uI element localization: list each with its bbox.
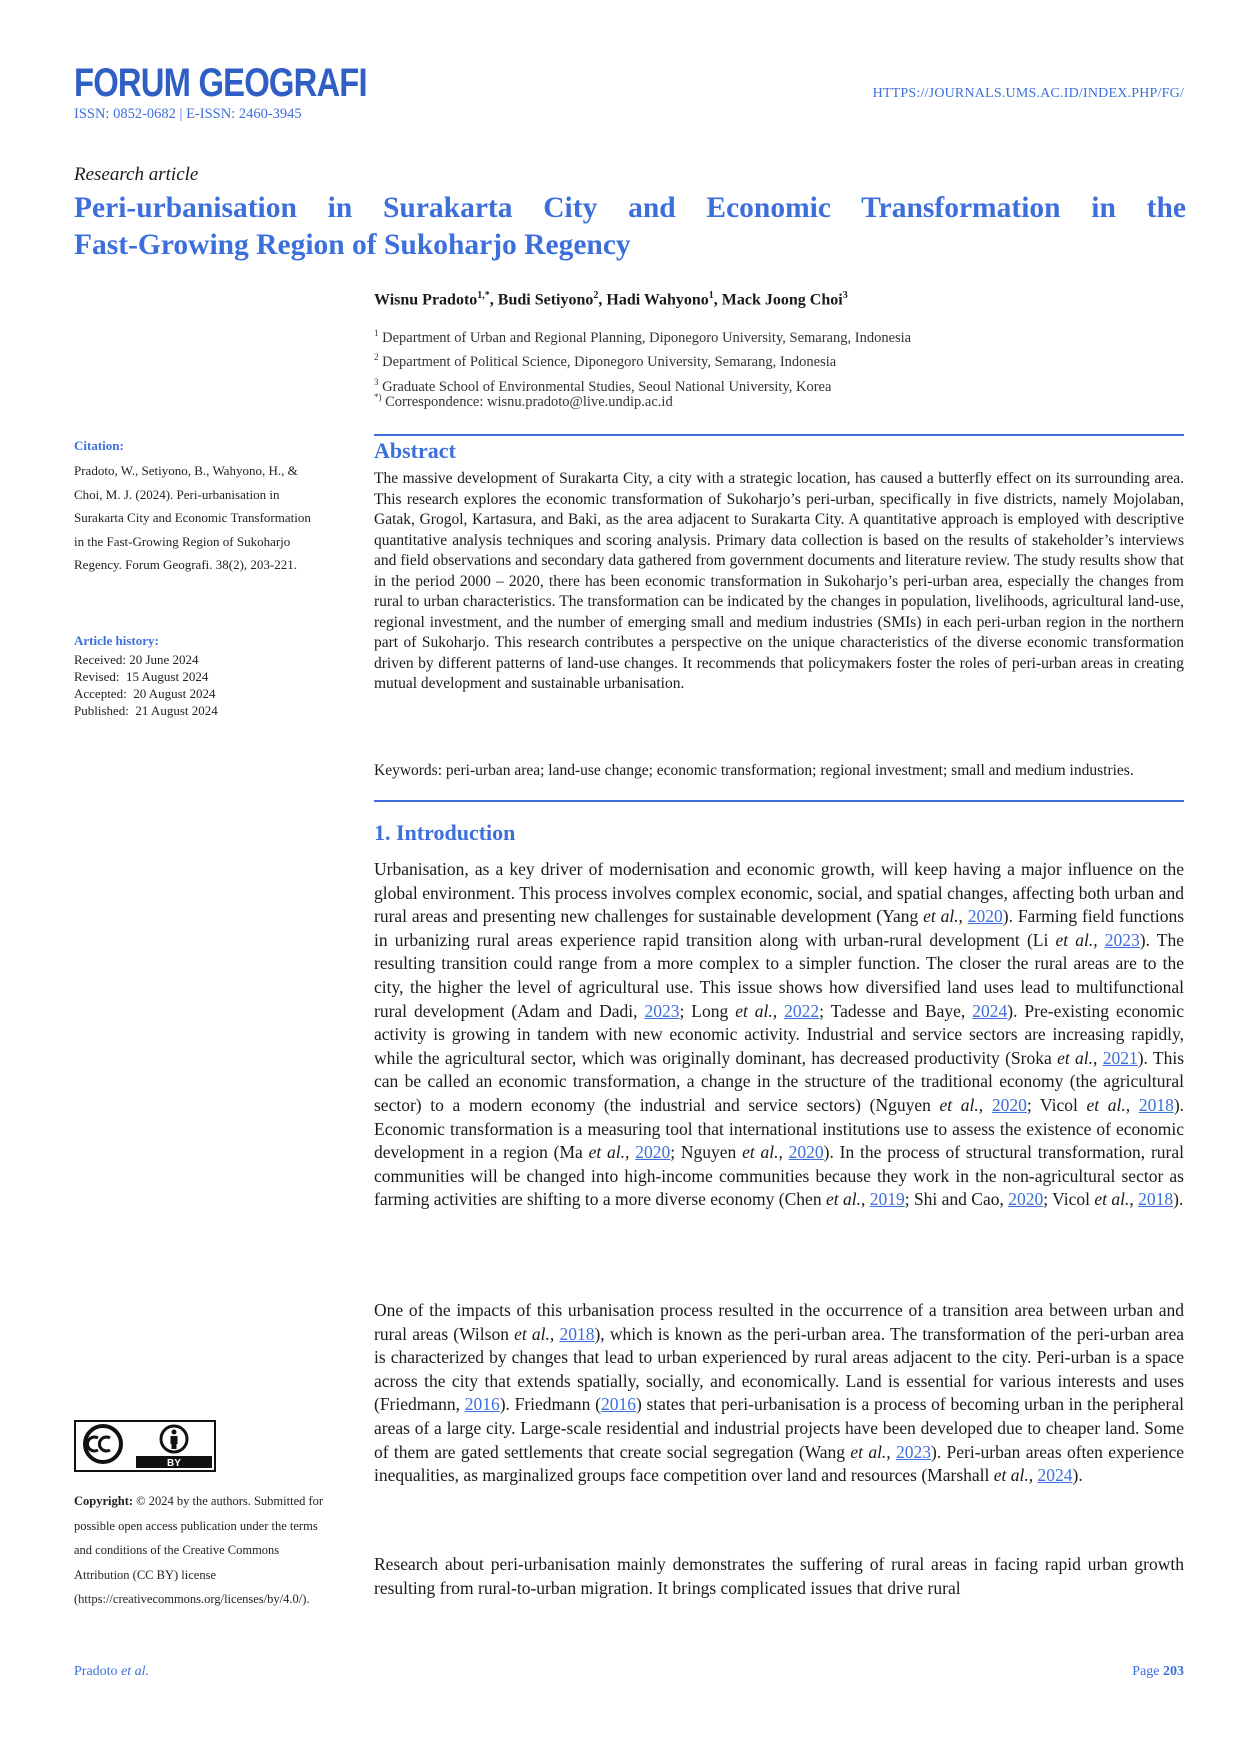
italic-etal: et al.,	[1055, 929, 1098, 950]
cc-by-label: BY	[167, 1458, 181, 1469]
keywords: Keywords: peri-urban area; land-use change; economic transformation; regional investment; small and medium industries.	[374, 762, 1134, 779]
article-type: Research article	[74, 164, 199, 185]
intro-paragraph-1: Urbanisation, as a key driver of modernisation and economic growth, will keep having a major influence on the global environment. This process involves complex economic, social, and spatial changes, affecting both urban and rural areas and presenting new challenges for sustainable development (Yang et al., 2020). Farming field functions in urbanizing rural areas experience rapid transition along with urban-rural development (Li et al., 2023). The resulting transition could range from a more complex to a simpler function. The closer the rural areas are to the city, the higher the level of agricultural use. This issue shows how diversified land uses lead to multifunctional rural development (Adam and Dadi, 2023; Long et al., 2022; Tadesse and Baye, 2024). Pre-existing economic activity is growing in tandem with new economic activity. Industrial and service sectors are increasing rapidly, while the agricultural sector, which was originally dominant, has decreased productivity (Sroka et al., 2021). This can be called an economic transformation, a change in the structure of the traditional economy (the agricultural sector) to a modern economy (the industrial and service sectors) (Nguyen et al., 2020; Vicol et al., 2018). Economic transformation is a measuring tool that international institutions use to assess the existence of economic development in a region (Ma et al., 2020; Nguyen et al., 2020). In the process of structural transformation, rural communities will be changed into high-income communities because they work in the non-agricultural sector as farming activities are shifting to a more diverse economy (Chen et al., 2019; Shi and Cao, 2020; Vicol et al., 2018).	[374, 859, 1185, 1210]
cc-by-license-badge[interactable]	[74, 1420, 216, 1472]
citation-year-link[interactable]: 2020	[991, 1094, 1027, 1115]
citation-year-link[interactable]: 2024	[972, 1000, 1008, 1021]
italic-etal: et al.,	[939, 1094, 984, 1115]
affiliation-item	[374, 348, 911, 372]
page-number: 203	[1163, 1664, 1184, 1679]
author-list: Wisnu Pradoto$^{1,*}$, Budi Setiyono$^2$, Hadi Wahyono$^1$, Mack Joong Choi$^3$	[374, 290, 848, 309]
author-sup: 1	[708, 290, 714, 301]
abstract-top-rule	[374, 434, 1184, 436]
intro-paragraph-3: Research about peri-urbanisation mainly demonstrates the suffering of rural areas in facing rapid urban growth resulting from rural-to-urban migration. It brings complicated issues that drive rural	[374, 1554, 1184, 1598]
author-sup: 1,*	[477, 290, 490, 301]
footer-author-name: Pradoto	[74, 1664, 118, 1679]
affiliation-text: Department of Urban and Regional Planning, Diponegoro University, Semarang, Indonesia	[382, 329, 912, 346]
citation-year-link[interactable]: 2016	[600, 1394, 636, 1415]
article-title	[74, 190, 1186, 264]
history-received: Received: 20 June 2024	[74, 652, 199, 667]
cc-by-icon	[76, 1422, 214, 1470]
italic-etal: et al.,	[850, 1441, 891, 1462]
affiliations	[374, 324, 911, 397]
introduction-heading: 1. Introduction	[374, 820, 516, 845]
citation-year-link[interactable]: 2020	[788, 1142, 824, 1163]
citation-year-link[interactable]: 2024	[1037, 1465, 1073, 1486]
affiliation-sup: 3	[374, 376, 379, 387]
correspondence-text[interactable]: Correspondence: wisnu.pradoto@live.undip.ac.id	[385, 393, 673, 410]
history-heading: Article history:	[74, 633, 159, 648]
logo-text: FORUM GEOGRAFI	[74, 61, 367, 105]
correspondence	[374, 392, 673, 411]
issn-line: ISSN: 0852-0682 | E-ISSN: 2460-3945	[74, 106, 302, 122]
author-name: Wisnu Pradoto	[374, 291, 478, 309]
history-published: Published: 21 August 2024	[74, 703, 218, 718]
abstract-text: The massive development of Surakarta City, a city with a strategic location, has caused a butterfly effect on its surrounding area. This research explores the economic transformation of Sukoharjo’s peri-urban, specifically in five districts, namely Mojolaban, Gatak, Grogol, Kartasura, and Baki, as the area adjacent to Surakarta City. A quantitative approach is employed with descriptive quantitative analysis techniques and scoring analysis. Primary data collection is based on the results of stakeholder’s interviews and field observations and secondary data gathered from government documents and literature review. The study results show that in the period 2000 – 2020, there has been economic transformation in Sukoharjo’s peri-urban area, especially the changes from rural to urban characteristics. The transformation can be indicated by the changes in population, livelihoods, agricultural land-use, regional investment, and the number of emerging small and medium industries (SMIs) in each peri-urban region in the northern part of Sukoharjo. This research contributes a perspective on the unique characteristics of the diverse economic transformation driven by different patterns of land-use changes. It recommends that policymakers foster the roles of peri-urban areas in creating mutual development and sustainable urbanisation.	[374, 470, 1184, 692]
affiliation-text: Department of Political Science, Diponegoro University, Semarang, Indonesia	[382, 354, 837, 371]
citation-year-link[interactable]: 2018	[559, 1323, 595, 1344]
title-line-2: Fast-Growing Region of Sukoharjo Regency	[74, 229, 631, 261]
affiliation-item	[374, 324, 911, 348]
author-sup: 3	[842, 290, 848, 301]
author-name: Budi Setiyono	[497, 291, 594, 309]
author-sup: 2	[593, 290, 599, 301]
citation-year-link[interactable]: 2018	[1138, 1094, 1174, 1115]
citation-year-link[interactable]: 2016	[464, 1394, 500, 1415]
copyright-notice	[74, 1489, 324, 1612]
citation-year-link[interactable]: 2020	[967, 906, 1003, 927]
citation-year-link[interactable]: 2020	[635, 1142, 671, 1163]
history-revised: Revised: 15 August 2024	[74, 669, 209, 684]
journal-url-link[interactable]: HTTPS://JOURNALS.UMS.AC.ID/INDEX.PHP/FG/	[872, 86, 1184, 101]
author-name: Mack Joong Choi	[721, 291, 843, 309]
citation-heading: Citation:	[74, 438, 124, 453]
history-accepted: Accepted: 20 August 2024	[74, 686, 216, 701]
abstract-heading: Abstract	[374, 438, 456, 463]
citation-year-link[interactable]: 2020	[1008, 1189, 1044, 1210]
italic-etal: et al.,	[1057, 1047, 1098, 1068]
copyright-label: Copyright:	[74, 1494, 134, 1508]
italic-etal: et al.,	[1086, 1094, 1131, 1115]
article-history	[74, 651, 218, 719]
citation-year-link[interactable]: 2021	[1102, 1047, 1138, 1068]
correspondence-sup: *)	[374, 392, 382, 402]
intro-paragraph-2: One of the impacts of this urbanisation process resulted in the occurrence of a transition area between urban and rural areas (Wilson et al., 2018), which is known as the peri-urban area. The transformation of the peri-urban area is characterized by changes that lead to urban experienced by rural areas adjacent to the city. Peri-urban is a space across the city that extends spatially, socially, and economically. Land is essential for various interests and uses (Friedmann, 2016). Friedmann (2016) states that peri-urbanisation is a process of becoming urban in the peripheral areas of a large city. Large-scale residential and industrial projects have been developed due to cheaper land. Some of them are gated settlements that create social segregation (Wang et al., 2023). Peri-urban areas often experience inequalities, as marginalized groups face competition over land and resources (Marshall et al., 2024).	[374, 1300, 1185, 1486]
citation-year-link[interactable]: 2023	[644, 1000, 680, 1021]
italic-etal: et al.,	[742, 1142, 783, 1163]
citation-year-link[interactable]: 2023	[896, 1441, 931, 1462]
footer-page	[1132, 1664, 1184, 1680]
affiliation-sup: 2	[374, 352, 379, 363]
affiliation-text: Graduate School of Environmental Studies, Seoul National University, Korea	[382, 378, 832, 395]
italic-etal: et al.,	[923, 906, 963, 927]
footer-etal: et al.	[121, 1664, 150, 1679]
citation-year-link[interactable]: 2022	[784, 1000, 820, 1021]
abstract-bottom-rule	[374, 800, 1184, 802]
italic-etal: et al.,	[588, 1142, 630, 1163]
citation-year-link[interactable]: 2018	[1138, 1189, 1174, 1210]
citation-text: Pradoto, W., Setiyono, B., Wahyono, H., & Choi, M. J. (2024). Peri-urbanisation in Surakarta City and Economic Transformation in the Fast-Growing Region of Sukoharjo Regency. Forum Geografi. 38(2), 203-221.	[74, 463, 311, 572]
author-name: Hadi Wahyono	[606, 291, 709, 309]
citation-year-link[interactable]: 2019	[869, 1189, 905, 1210]
journal-logo	[74, 58, 367, 108]
page-label: Page	[1132, 1664, 1160, 1679]
copyright-text: © 2024 by the authors. Submitted for possible open access publication under the terms and conditions of the Creative Commons Attribution (CC BY) license (https://creativecommons.org/licenses/by/4.0/).	[74, 1494, 324, 1606]
affiliation-sup: 1	[374, 328, 379, 338]
italic-etal: et al.,	[735, 1000, 778, 1021]
footer-author	[74, 1664, 149, 1680]
italic-etal: et al.,	[993, 1465, 1034, 1486]
title-line-1: Peri-urbanisation in Surakarta City and Economic Transformation in the	[74, 192, 1186, 224]
italic-etal: et al.,	[514, 1323, 555, 1344]
italic-etal: et al.,	[1094, 1189, 1134, 1210]
italic-etal: et al.,	[825, 1189, 866, 1210]
citation-year-link[interactable]: 2023	[1104, 929, 1140, 950]
